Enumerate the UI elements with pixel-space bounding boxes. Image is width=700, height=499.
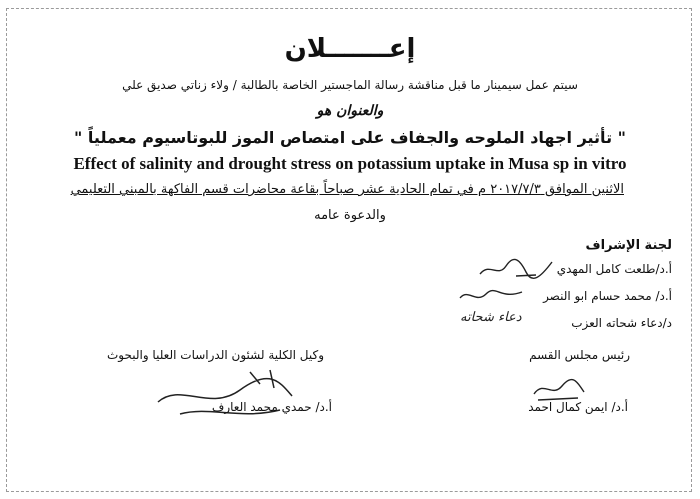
english-thesis-title: Effect of salinity and drought stress on potassium uptake in Musa sp in vitro [73, 154, 627, 173]
committee-label: لجنة الإشراف [585, 238, 672, 253]
department-head-name: أ.د/ ايمن كمال احمد [528, 400, 628, 414]
department-head-role: رئيس مجلس القسم [529, 348, 630, 362]
committee-member-3: د/دعاء شحاته العزب [571, 316, 672, 330]
arabic-thesis-title: " تأثير اجهاد الملوحه والجفاف على امتصاص الموز للبوتاسيوم معملياً " [74, 128, 626, 147]
public-invitation: والدعوة عامه [314, 208, 386, 223]
signature-member-2 [456, 284, 526, 306]
date-line: الاثنين الموافق ٢٠١٧/٧/٣ م في تمام الحادية عشر صباحاً بقاعة محاضرات قسم الفاكهة بالمبني التعليمي [70, 182, 624, 197]
signature-member-1 [476, 256, 556, 282]
announcement-title: إعـــــــلان [284, 34, 416, 64]
committee-member-1: أ.د/طلعت كامل المهدي [556, 262, 672, 276]
vice-dean-role: وكيل الكلية لشئون الدراسات العليا والبحوث [106, 348, 324, 362]
committee-member-2: أ.د/ محمد حسام ابو النصر [543, 289, 672, 303]
vice-dean-name: أ.د/ حمدي محمد العارف [211, 400, 332, 414]
announcement-subtitle: سيتم عمل سيمينار ما قبل مناقشة رسالة الماجستير الخاصة بالطالبة / ولاء زناتي صديق علي [122, 78, 578, 92]
signature-member-3: دعاء شحاته [460, 310, 522, 325]
signature-vice-dean [150, 362, 300, 432]
title-label: والعنوان هو [316, 103, 384, 119]
